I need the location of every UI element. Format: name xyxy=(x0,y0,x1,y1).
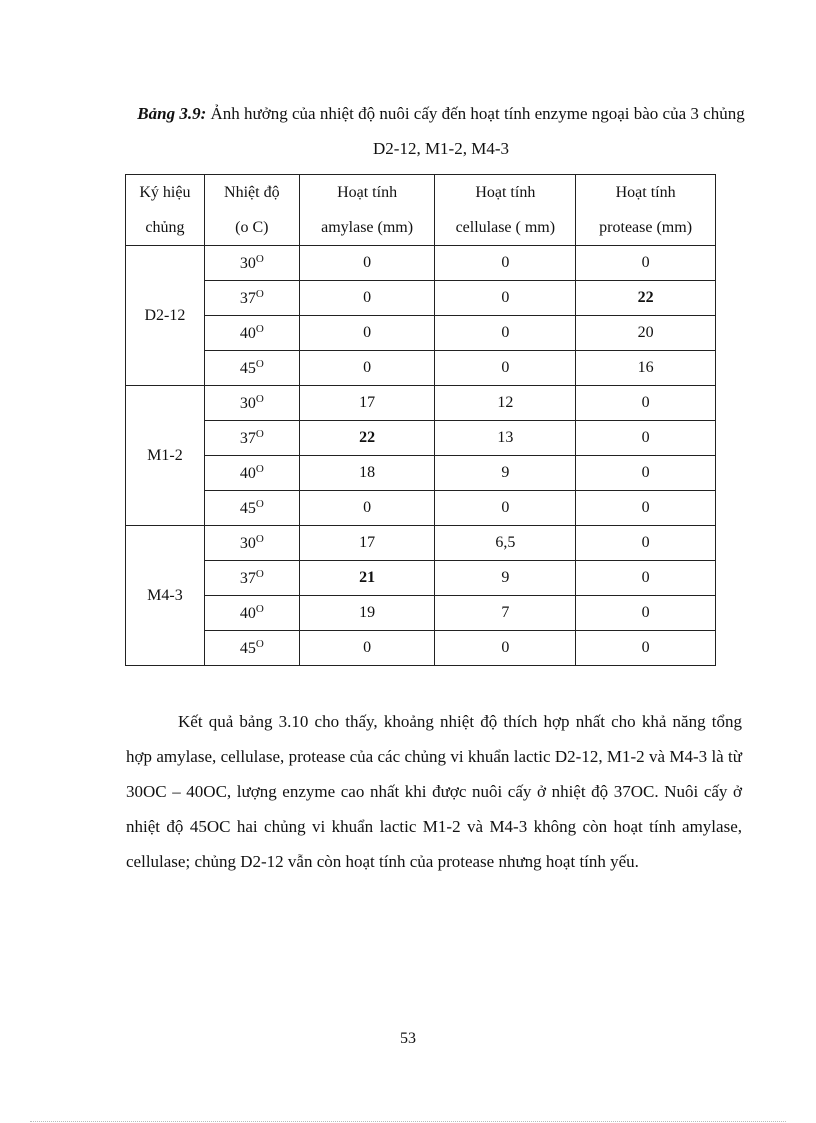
amylase-cell: 0 xyxy=(299,281,435,316)
temperature-cell xyxy=(204,631,299,666)
temperature-cell xyxy=(204,491,299,526)
temperature-value: 37 xyxy=(239,570,256,587)
column-header xyxy=(204,175,299,246)
cellulase-cell: 0 xyxy=(435,316,576,351)
temperature-cell xyxy=(204,456,299,491)
table-row xyxy=(126,596,716,631)
column-header-line: chủng xyxy=(145,219,185,236)
strain-cell: D2-12 xyxy=(126,246,205,386)
column-header-line: Ký hiệu xyxy=(139,184,191,201)
table-row xyxy=(126,631,716,666)
degree-symbol: O xyxy=(255,358,264,370)
caption-label: Bảng 3.9: xyxy=(137,104,207,123)
temperature-value: 45 xyxy=(239,500,256,517)
table-row xyxy=(126,316,716,351)
degree-symbol: O xyxy=(255,498,264,510)
protease-cell: 16 xyxy=(576,351,716,386)
degree-symbol: O xyxy=(255,568,264,580)
protease-cell: 0 xyxy=(576,421,716,456)
column-header-line: Nhiệt độ xyxy=(224,184,280,201)
degree-symbol: O xyxy=(255,428,264,440)
degree-symbol: O xyxy=(255,533,264,545)
cellulase-cell: 0 xyxy=(435,246,576,281)
protease-cell: 0 xyxy=(576,596,716,631)
amylase-cell: 0 xyxy=(299,351,435,386)
temperature-cell xyxy=(204,386,299,421)
amylase-cell: 0 xyxy=(299,316,435,351)
amylase-cell: 17 xyxy=(299,386,435,421)
table-row xyxy=(126,281,716,316)
strain-cell: M4-3 xyxy=(126,526,205,666)
column-header-line: Hoạt tính xyxy=(475,184,536,201)
column-header-line: (o C) xyxy=(235,219,269,236)
temperature-value: 37 xyxy=(239,290,256,307)
table-row xyxy=(126,421,716,456)
page-bottom-rule xyxy=(30,1121,786,1122)
table-row xyxy=(126,491,716,526)
column-header xyxy=(299,175,435,246)
table-row xyxy=(126,526,716,561)
column-header-line: amylase (mm) xyxy=(321,219,414,236)
cellulase-cell: 0 xyxy=(435,631,576,666)
degree-symbol: O xyxy=(255,288,264,300)
temperature-activity-table xyxy=(125,174,716,666)
protease-cell: 0 xyxy=(576,246,716,281)
table-row xyxy=(126,561,716,596)
amylase-cell: 0 xyxy=(299,631,435,666)
table-caption xyxy=(126,96,756,166)
strain-cell: M1-2 xyxy=(126,386,205,526)
temperature-value: 30 xyxy=(239,535,256,552)
amylase-cell: 18 xyxy=(299,456,435,491)
amylase-cell: 0 xyxy=(299,246,435,281)
temperature-value: 45 xyxy=(239,360,256,377)
degree-symbol: O xyxy=(255,253,264,265)
temperature-cell xyxy=(204,561,299,596)
cellulase-cell: 9 xyxy=(435,561,576,596)
cellulase-cell: 7 xyxy=(435,596,576,631)
cellulase-cell: 0 xyxy=(435,491,576,526)
column-header xyxy=(435,175,576,246)
degree-symbol: O xyxy=(255,463,264,475)
table-row xyxy=(126,246,716,281)
column-header-line: Hoạt tính xyxy=(615,184,676,201)
temperature-value: 45 xyxy=(239,640,256,657)
temperature-value: 40 xyxy=(239,325,256,342)
table-body xyxy=(126,246,716,666)
column-header xyxy=(126,175,205,246)
protease-cell: 0 xyxy=(576,561,716,596)
temperature-value: 30 xyxy=(239,395,256,412)
amylase-cell: 21 xyxy=(299,561,435,596)
degree-symbol: O xyxy=(255,638,264,650)
temperature-cell xyxy=(204,316,299,351)
page-number: 53 xyxy=(400,1030,416,1047)
table-header xyxy=(126,175,716,246)
protease-cell: 0 xyxy=(576,631,716,666)
cellulase-cell: 9 xyxy=(435,456,576,491)
column-header-line: protease (mm) xyxy=(599,219,693,236)
protease-cell: 0 xyxy=(576,456,716,491)
degree-symbol: O xyxy=(255,603,264,615)
temperature-cell xyxy=(204,596,299,631)
temperature-value: 40 xyxy=(239,465,256,482)
caption-text: Ảnh hưởng của nhiệt độ nuôi cấy đến hoạt tính enzyme ngoại bào của 3 chủng D2-12, M1-2, M4-3 xyxy=(206,104,745,158)
amylase-cell: 17 xyxy=(299,526,435,561)
degree-symbol: O xyxy=(255,393,264,405)
temperature-value: 40 xyxy=(239,605,256,622)
column-header-line: cellulase ( mm) xyxy=(455,219,556,236)
degree-symbol: O xyxy=(255,323,264,335)
amylase-cell: 0 xyxy=(299,491,435,526)
protease-cell: 20 xyxy=(576,316,716,351)
result-paragraph: Kết quả bảng 3.10 cho thấy, khoảng nhiệt độ thích hợp nhất cho khả năng tổng hợp amylase, cellulase, protease của các chủng vi khuẩn lactic D2-12, M1-2 và M4-3 là từ 30OC – 40OC, lượng enzyme cao nhất khi được nuôi cấy ở nhiệt độ 37OC. Nuôi cấy ở nhiệt độ 45OC hai chủng vi khuẩn lactic M1-2 và M4-3 không còn hoạt tính amylase, cellulase; chủng D2-12 vẫn còn hoạt tính của protease nhưng hoạt tính yếu. xyxy=(126,712,742,871)
temperature-cell xyxy=(204,526,299,561)
amylase-cell: 22 xyxy=(299,421,435,456)
protease-cell: 0 xyxy=(576,491,716,526)
protease-cell: 0 xyxy=(576,526,716,561)
protease-cell: 22 xyxy=(576,281,716,316)
temperature-value: 37 xyxy=(239,430,256,447)
cellulase-cell: 12 xyxy=(435,386,576,421)
header-row xyxy=(126,175,716,246)
table-row xyxy=(126,386,716,421)
column-header-line: Hoạt tính xyxy=(337,184,398,201)
table-row xyxy=(126,351,716,386)
temperature-value: 30 xyxy=(239,255,256,272)
protease-cell: 0 xyxy=(576,386,716,421)
temperature-cell xyxy=(204,281,299,316)
cellulase-cell: 0 xyxy=(435,281,576,316)
column-header xyxy=(576,175,716,246)
temperature-cell xyxy=(204,421,299,456)
cellulase-cell: 13 xyxy=(435,421,576,456)
amylase-cell: 19 xyxy=(299,596,435,631)
temperature-cell xyxy=(204,246,299,281)
cellulase-cell: 0 xyxy=(435,351,576,386)
temperature-cell xyxy=(204,351,299,386)
table-row xyxy=(126,456,716,491)
cellulase-cell: 6,5 xyxy=(435,526,576,561)
